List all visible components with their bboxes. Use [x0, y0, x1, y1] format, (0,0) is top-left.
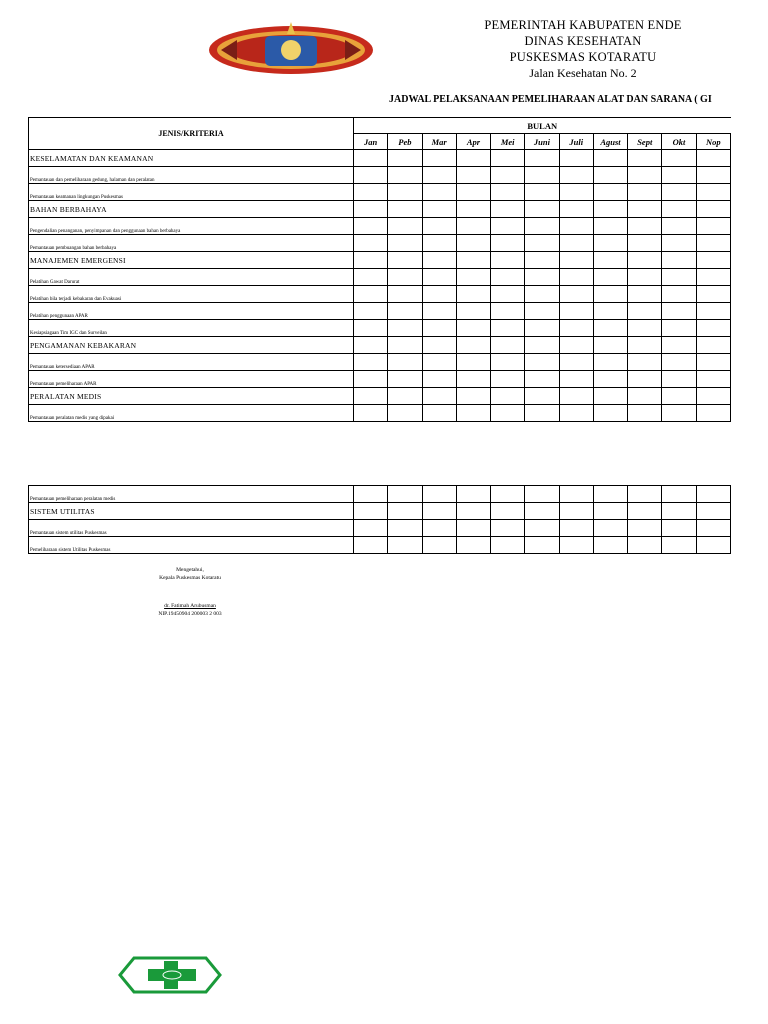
schedule-cell-peb[interactable] [388, 337, 422, 354]
jenis-kriteria-header: JENIS/KRITERIA [29, 118, 354, 150]
schedule-cell-agust[interactable] [593, 184, 627, 201]
schedule-cell-mar[interactable] [422, 520, 456, 537]
schedule-cell-apr[interactable] [456, 486, 490, 503]
category-label: SISTEM UTILITAS [29, 503, 354, 520]
schedule-cell-juni[interactable] [525, 167, 559, 184]
schedule-cell-okt[interactable] [662, 405, 696, 422]
schedule-cell-apr[interactable] [456, 537, 490, 554]
category-label: PERALATAN MEDIS [29, 388, 354, 405]
schedule-cell-nop[interactable] [696, 167, 730, 184]
schedule-cell-sept[interactable] [628, 337, 662, 354]
puskesmas-cross-logo [116, 955, 224, 995]
schedule-cell-mar[interactable] [422, 252, 456, 269]
task-row [29, 354, 731, 371]
schedule-cell-apr[interactable] [456, 405, 490, 422]
task-row [29, 537, 731, 554]
schedule-cell-nop[interactable] [696, 337, 730, 354]
schedule-cell-jan[interactable] [354, 201, 388, 218]
schedule-cell-apr[interactable] [456, 218, 490, 235]
schedule-cell-peb[interactable] [388, 201, 422, 218]
schedule-cell-nop[interactable] [696, 303, 730, 320]
schedule-cell-sept[interactable] [628, 405, 662, 422]
schedule-cell-mei[interactable] [491, 269, 525, 286]
schedule-cell-mei[interactable] [491, 520, 525, 537]
schedule-cell-juni[interactable] [525, 354, 559, 371]
schedule-cell-mei[interactable] [491, 354, 525, 371]
schedule-cell-mar[interactable] [422, 269, 456, 286]
schedule-cell-jan[interactable] [354, 303, 388, 320]
task-label: Pemantauan ketersediaan APAR [29, 354, 354, 371]
schedule-cell-okt[interactable] [662, 388, 696, 405]
task-label: Pelatihan bila terjadi kebakaran dan Evakuasi [29, 286, 354, 303]
schedule-cell-apr[interactable] [456, 503, 490, 520]
schedule-cell-juni[interactable] [525, 486, 559, 503]
category-label: KESELAMATAN DAN KEAMANAN [29, 150, 354, 167]
schedule-cell-apr[interactable] [456, 269, 490, 286]
schedule-cell-mar[interactable] [422, 235, 456, 252]
document-title: JADWAL PELAKSANAAN PEMELIHARAAN ALAT DAN SARANA ( GI [389, 94, 712, 105]
schedule-cell-mei[interactable] [491, 201, 525, 218]
schedule-cell-mei[interactable] [491, 486, 525, 503]
schedule-cell-juli[interactable] [559, 503, 593, 520]
schedule-cell-mar[interactable] [422, 303, 456, 320]
schedule-cell-juli[interactable] [559, 235, 593, 252]
task-label: Pemantauan keamanan lingkungan Puskesmas [29, 184, 354, 201]
schedule-cell-mar[interactable] [422, 184, 456, 201]
schedule-cell-agust[interactable] [593, 405, 627, 422]
schedule-cell-jan[interactable] [354, 537, 388, 554]
task-label: Kesiapsiagaan Tim IGC dan Surveilan [29, 320, 354, 337]
schedule-cell-mei[interactable] [491, 371, 525, 388]
category-label: PENGAMANAN KEBAKARAN [29, 337, 354, 354]
schedule-cell-juli[interactable] [559, 184, 593, 201]
schedule-cell-peb[interactable] [388, 503, 422, 520]
schedule-cell-mei[interactable] [491, 218, 525, 235]
schedule-cell-jan[interactable] [354, 235, 388, 252]
schedule-cell-nop[interactable] [696, 405, 730, 422]
schedule-cell-juli[interactable] [559, 537, 593, 554]
schedule-cell-okt[interactable] [662, 520, 696, 537]
schedule-cell-mar[interactable] [422, 150, 456, 167]
schedule-cell-juli[interactable] [559, 486, 593, 503]
task-row [29, 235, 731, 252]
task-row [29, 167, 731, 184]
schedule-cell-juli[interactable] [559, 388, 593, 405]
schedule-cell-agust[interactable] [593, 235, 627, 252]
month-mei: Mei [491, 134, 525, 150]
task-label: Pemantauan pemeliharaan APAR [29, 371, 354, 388]
schedule-cell-nop[interactable] [696, 503, 730, 520]
schedule-cell-mar[interactable] [422, 371, 456, 388]
schedule-cell-sept[interactable] [628, 184, 662, 201]
schedule-cell-mar[interactable] [422, 503, 456, 520]
schedule-cell-jan[interactable] [354, 269, 388, 286]
schedule-cell-mei[interactable] [491, 252, 525, 269]
regency-seal-logo [207, 20, 375, 80]
letterhead [470, 17, 696, 81]
schedule-cell-mei[interactable] [491, 405, 525, 422]
month-nop: Nop [696, 134, 730, 150]
bulan-header: BULAN [354, 118, 731, 134]
task-label: Pemantauan sistem utilitas Puskesmas [29, 520, 354, 537]
schedule-cell-sept[interactable] [628, 537, 662, 554]
schedule-cell-sept[interactable] [628, 303, 662, 320]
schedule-cell-juni[interactable] [525, 269, 559, 286]
schedule-cell-sept[interactable] [628, 354, 662, 371]
schedule-cell-juni[interactable] [525, 218, 559, 235]
schedule-cell-jan[interactable] [354, 286, 388, 303]
schedule-cell-okt[interactable] [662, 235, 696, 252]
category-row [29, 388, 731, 405]
schedule-cell-mei[interactable] [491, 235, 525, 252]
category-row [29, 503, 731, 520]
schedule-cell-okt[interactable] [662, 503, 696, 520]
schedule-cell-sept[interactable] [628, 269, 662, 286]
schedule-cell-juli[interactable] [559, 269, 593, 286]
schedule-cell-peb[interactable] [388, 320, 422, 337]
schedule-cell-apr[interactable] [456, 150, 490, 167]
schedule-cell-agust[interactable] [593, 269, 627, 286]
category-label: BAHAN BERBAHAYA [29, 201, 354, 218]
schedule-table [28, 117, 731, 422]
schedule-cell-mar[interactable] [422, 486, 456, 503]
task-row [29, 303, 731, 320]
schedule-cell-sept[interactable] [628, 201, 662, 218]
schedule-cell-mar[interactable] [422, 388, 456, 405]
schedule-cell-juli[interactable] [559, 354, 593, 371]
schedule-cell-apr[interactable] [456, 320, 490, 337]
schedule-cell-agust[interactable] [593, 371, 627, 388]
schedule-cell-agust[interactable] [593, 286, 627, 303]
schedule-cell-mei[interactable] [491, 388, 525, 405]
schedule-cell-peb[interactable] [388, 388, 422, 405]
schedule-cell-juli[interactable] [559, 371, 593, 388]
schedule-cell-nop[interactable] [696, 486, 730, 503]
schedule-cell-okt[interactable] [662, 537, 696, 554]
task-row [29, 371, 731, 388]
schedule-cell-juni[interactable] [525, 537, 559, 554]
schedule-cell-juli[interactable] [559, 286, 593, 303]
schedule-cell-mei[interactable] [491, 167, 525, 184]
schedule-cell-apr[interactable] [456, 520, 490, 537]
schedule-cell-peb[interactable] [388, 235, 422, 252]
schedule-cell-peb[interactable] [388, 286, 422, 303]
schedule-cell-agust[interactable] [593, 503, 627, 520]
schedule-cell-juli[interactable] [559, 405, 593, 422]
government-name: PEMERINTAH KABUPATEN ENDE [484, 18, 682, 32]
schedule-cell-juli[interactable] [559, 150, 593, 167]
schedule-cell-apr[interactable] [456, 286, 490, 303]
schedule-cell-okt[interactable] [662, 337, 696, 354]
schedule-cell-peb[interactable] [388, 354, 422, 371]
task-label: Pemantauan dan pemeliharaan gedung, halaman dan peralatan [29, 167, 354, 184]
schedule-cell-jan[interactable] [354, 150, 388, 167]
schedule-cell-juli[interactable] [559, 520, 593, 537]
month-okt: Okt [662, 134, 696, 150]
task-row [29, 405, 731, 422]
schedule-cell-okt[interactable] [662, 320, 696, 337]
schedule-cell-juni[interactable] [525, 201, 559, 218]
schedule-cell-peb[interactable] [388, 371, 422, 388]
schedule-cell-okt[interactable] [662, 286, 696, 303]
schedule-cell-apr[interactable] [456, 388, 490, 405]
schedule-cell-juli[interactable] [559, 201, 593, 218]
schedule-cell-agust[interactable] [593, 320, 627, 337]
month-mar: Mar [422, 134, 456, 150]
schedule-cell-mei[interactable] [491, 320, 525, 337]
schedule-cell-mar[interactable] [422, 537, 456, 554]
schedule-cell-nop[interactable] [696, 184, 730, 201]
month-sept: Sept [628, 134, 662, 150]
category-row [29, 252, 731, 269]
schedule-cell-jan[interactable] [354, 337, 388, 354]
month-peb: Peb [388, 134, 422, 150]
task-label: Pelatihan penggunaan APAR [29, 303, 354, 320]
schedule-cell-juli[interactable] [559, 303, 593, 320]
schedule-cell-jan[interactable] [354, 320, 388, 337]
schedule-cell-agust[interactable] [593, 337, 627, 354]
schedule-cell-apr[interactable] [456, 252, 490, 269]
schedule-cell-mei[interactable] [491, 150, 525, 167]
schedule-cell-jan[interactable] [354, 218, 388, 235]
schedule-cell-mei[interactable] [491, 184, 525, 201]
schedule-cell-peb[interactable] [388, 269, 422, 286]
schedule-cell-juni[interactable] [525, 503, 559, 520]
department-name: DINAS KESEHATAN [524, 34, 642, 48]
schedule-cell-nop[interactable] [696, 252, 730, 269]
schedule-cell-juli[interactable] [559, 337, 593, 354]
category-row [29, 337, 731, 354]
schedule-cell-nop[interactable] [696, 320, 730, 337]
task-label: Pemantauan pemeliharaan peralatan medis [29, 486, 354, 503]
category-row [29, 201, 731, 218]
schedule-cell-nop[interactable] [696, 354, 730, 371]
schedule-cell-apr[interactable] [456, 201, 490, 218]
schedule-cell-juni[interactable] [525, 405, 559, 422]
month-jan: Jan [354, 134, 388, 150]
schedule-cell-sept[interactable] [628, 286, 662, 303]
schedule-cell-agust[interactable] [593, 520, 627, 537]
schedule-cell-mar[interactable] [422, 167, 456, 184]
schedule-cell-mar[interactable] [422, 354, 456, 371]
schedule-cell-agust[interactable] [593, 537, 627, 554]
signatory-nip: NIP.19450904 200003 2 003 [158, 611, 222, 617]
signature-block [125, 566, 255, 618]
address: Jalan Kesehatan No. 2 [529, 66, 637, 80]
schedule-cell-mar[interactable] [422, 286, 456, 303]
schedule-cell-okt[interactable] [662, 486, 696, 503]
schedule-cell-juni[interactable] [525, 235, 559, 252]
schedule-cell-okt[interactable] [662, 354, 696, 371]
schedule-cell-agust[interactable] [593, 218, 627, 235]
schedule-cell-juni[interactable] [525, 388, 559, 405]
schedule-cell-okt[interactable] [662, 184, 696, 201]
schedule-cell-apr[interactable] [456, 354, 490, 371]
schedule-cell-juni[interactable] [525, 371, 559, 388]
category-label: MANAJEMEN EMERGENSI [29, 252, 354, 269]
schedule-cell-juni[interactable] [525, 320, 559, 337]
task-row [29, 286, 731, 303]
schedule-cell-sept[interactable] [628, 167, 662, 184]
schedule-cell-peb[interactable] [388, 218, 422, 235]
schedule-cell-juni[interactable] [525, 303, 559, 320]
schedule-table-continued [28, 485, 731, 554]
category-row [29, 150, 731, 167]
schedule-cell-juni[interactable] [525, 286, 559, 303]
schedule-cell-sept[interactable] [628, 235, 662, 252]
schedule-cell-nop[interactable] [696, 286, 730, 303]
schedule-cell-agust[interactable] [593, 150, 627, 167]
schedule-cell-apr[interactable] [456, 235, 490, 252]
schedule-cell-juni[interactable] [525, 252, 559, 269]
schedule-body [29, 150, 731, 422]
schedule-cell-agust[interactable] [593, 486, 627, 503]
schedule-cell-okt[interactable] [662, 218, 696, 235]
schedule-cell-apr[interactable] [456, 371, 490, 388]
schedule-cell-mar[interactable] [422, 337, 456, 354]
schedule-cell-agust[interactable] [593, 252, 627, 269]
schedule-cell-apr[interactable] [456, 303, 490, 320]
health-center-name: PUSKESMAS KOTARATU [509, 50, 657, 64]
schedule-cell-nop[interactable] [696, 150, 730, 167]
schedule-cell-sept[interactable] [628, 320, 662, 337]
schedule-cell-sept[interactable] [628, 371, 662, 388]
schedule-cell-nop[interactable] [696, 218, 730, 235]
task-label: Pemeliharaan sistem Utilitas Puskesmas [29, 537, 354, 554]
schedule-cell-nop[interactable] [696, 371, 730, 388]
schedule-cell-mei[interactable] [491, 337, 525, 354]
schedule-cell-agust[interactable] [593, 303, 627, 320]
schedule-cell-sept[interactable] [628, 503, 662, 520]
schedule-cell-agust[interactable] [593, 388, 627, 405]
task-row [29, 486, 731, 503]
schedule-cell-sept[interactable] [628, 520, 662, 537]
schedule-cell-peb[interactable] [388, 184, 422, 201]
schedule-cell-jan[interactable] [354, 486, 388, 503]
schedule-cell-sept[interactable] [628, 486, 662, 503]
schedule-cell-jan[interactable] [354, 405, 388, 422]
schedule-cell-nop[interactable] [696, 537, 730, 554]
schedule-cell-agust[interactable] [593, 167, 627, 184]
schedule-cell-jan[interactable] [354, 167, 388, 184]
schedule-cell-jan[interactable] [354, 354, 388, 371]
schedule-cell-okt[interactable] [662, 252, 696, 269]
schedule-cell-apr[interactable] [456, 184, 490, 201]
schedule-cell-nop[interactable] [696, 520, 730, 537]
schedule-cell-jan[interactable] [354, 388, 388, 405]
schedule-cell-peb[interactable] [388, 486, 422, 503]
month-apr: Apr [456, 134, 490, 150]
schedule-cell-mei[interactable] [491, 503, 525, 520]
schedule-cell-nop[interactable] [696, 388, 730, 405]
task-label: Pelatihan Gawat Darurat [29, 269, 354, 286]
task-row [29, 184, 731, 201]
schedule-cell-jan[interactable] [354, 503, 388, 520]
schedule-cell-apr[interactable] [456, 167, 490, 184]
schedule-cell-mei[interactable] [491, 286, 525, 303]
schedule-cell-jan[interactable] [354, 184, 388, 201]
month-juni: Juni [525, 134, 559, 150]
task-row [29, 269, 731, 286]
schedule-cell-nop[interactable] [696, 269, 730, 286]
month-agust: Agust [593, 134, 627, 150]
task-row [29, 520, 731, 537]
schedule-cell-jan[interactable] [354, 252, 388, 269]
schedule-cell-okt[interactable] [662, 201, 696, 218]
schedule-cell-juli[interactable] [559, 320, 593, 337]
schedule-cell-juli[interactable] [559, 218, 593, 235]
signatory-name: dr. Fatimah Arubusman [164, 603, 216, 609]
schedule-cell-juni[interactable] [525, 184, 559, 201]
schedule-cell-agust[interactable] [593, 354, 627, 371]
schedule-cell-juni[interactable] [525, 337, 559, 354]
schedule-cell-peb[interactable] [388, 303, 422, 320]
schedule-cell-peb[interactable] [388, 537, 422, 554]
schedule-cell-okt[interactable] [662, 303, 696, 320]
schedule-cell-mei[interactable] [491, 303, 525, 320]
schedule-cell-sept[interactable] [628, 252, 662, 269]
schedule-cell-mar[interactable] [422, 218, 456, 235]
schedule-cell-peb[interactable] [388, 252, 422, 269]
schedule-cell-mar[interactable] [422, 201, 456, 218]
task-label: Pengendalian penanganan, penyimpanan dan penggunaan bahan berbahaya [29, 218, 354, 235]
task-row [29, 218, 731, 235]
schedule-cell-apr[interactable] [456, 337, 490, 354]
schedule-cell-okt[interactable] [662, 150, 696, 167]
schedule-cell-peb[interactable] [388, 150, 422, 167]
task-label: Pemantauan peralatan medis yang dipakai [29, 405, 354, 422]
schedule-cell-nop[interactable] [696, 201, 730, 218]
schedule-body-continued [29, 486, 731, 554]
schedule-cell-jan[interactable] [354, 520, 388, 537]
task-label: Pemantauan pembuangan bahan berbahaya [29, 235, 354, 252]
schedule-cell-juni[interactable] [525, 150, 559, 167]
schedule-cell-juni[interactable] [525, 520, 559, 537]
acknowledged-label: Mengetahui, [176, 567, 204, 573]
task-row [29, 320, 731, 337]
schedule-cell-jan[interactable] [354, 371, 388, 388]
schedule-cell-agust[interactable] [593, 201, 627, 218]
schedule-cell-mei[interactable] [491, 537, 525, 554]
schedule-cell-mar[interactable] [422, 405, 456, 422]
schedule-cell-sept[interactable] [628, 388, 662, 405]
schedule-cell-mar[interactable] [422, 320, 456, 337]
schedule-cell-okt[interactable] [662, 167, 696, 184]
schedule-cell-juli[interactable] [559, 252, 593, 269]
schedule-cell-sept[interactable] [628, 150, 662, 167]
schedule-cell-sept[interactable] [628, 218, 662, 235]
month-juli: Juli [559, 134, 593, 150]
schedule-cell-okt[interactable] [662, 269, 696, 286]
schedule-cell-peb[interactable] [388, 167, 422, 184]
head-title: Kepala Puskesmas Kotaratu [159, 575, 221, 581]
schedule-cell-peb[interactable] [388, 520, 422, 537]
schedule-cell-nop[interactable] [696, 235, 730, 252]
schedule-cell-juli[interactable] [559, 167, 593, 184]
schedule-cell-okt[interactable] [662, 371, 696, 388]
schedule-cell-peb[interactable] [388, 405, 422, 422]
